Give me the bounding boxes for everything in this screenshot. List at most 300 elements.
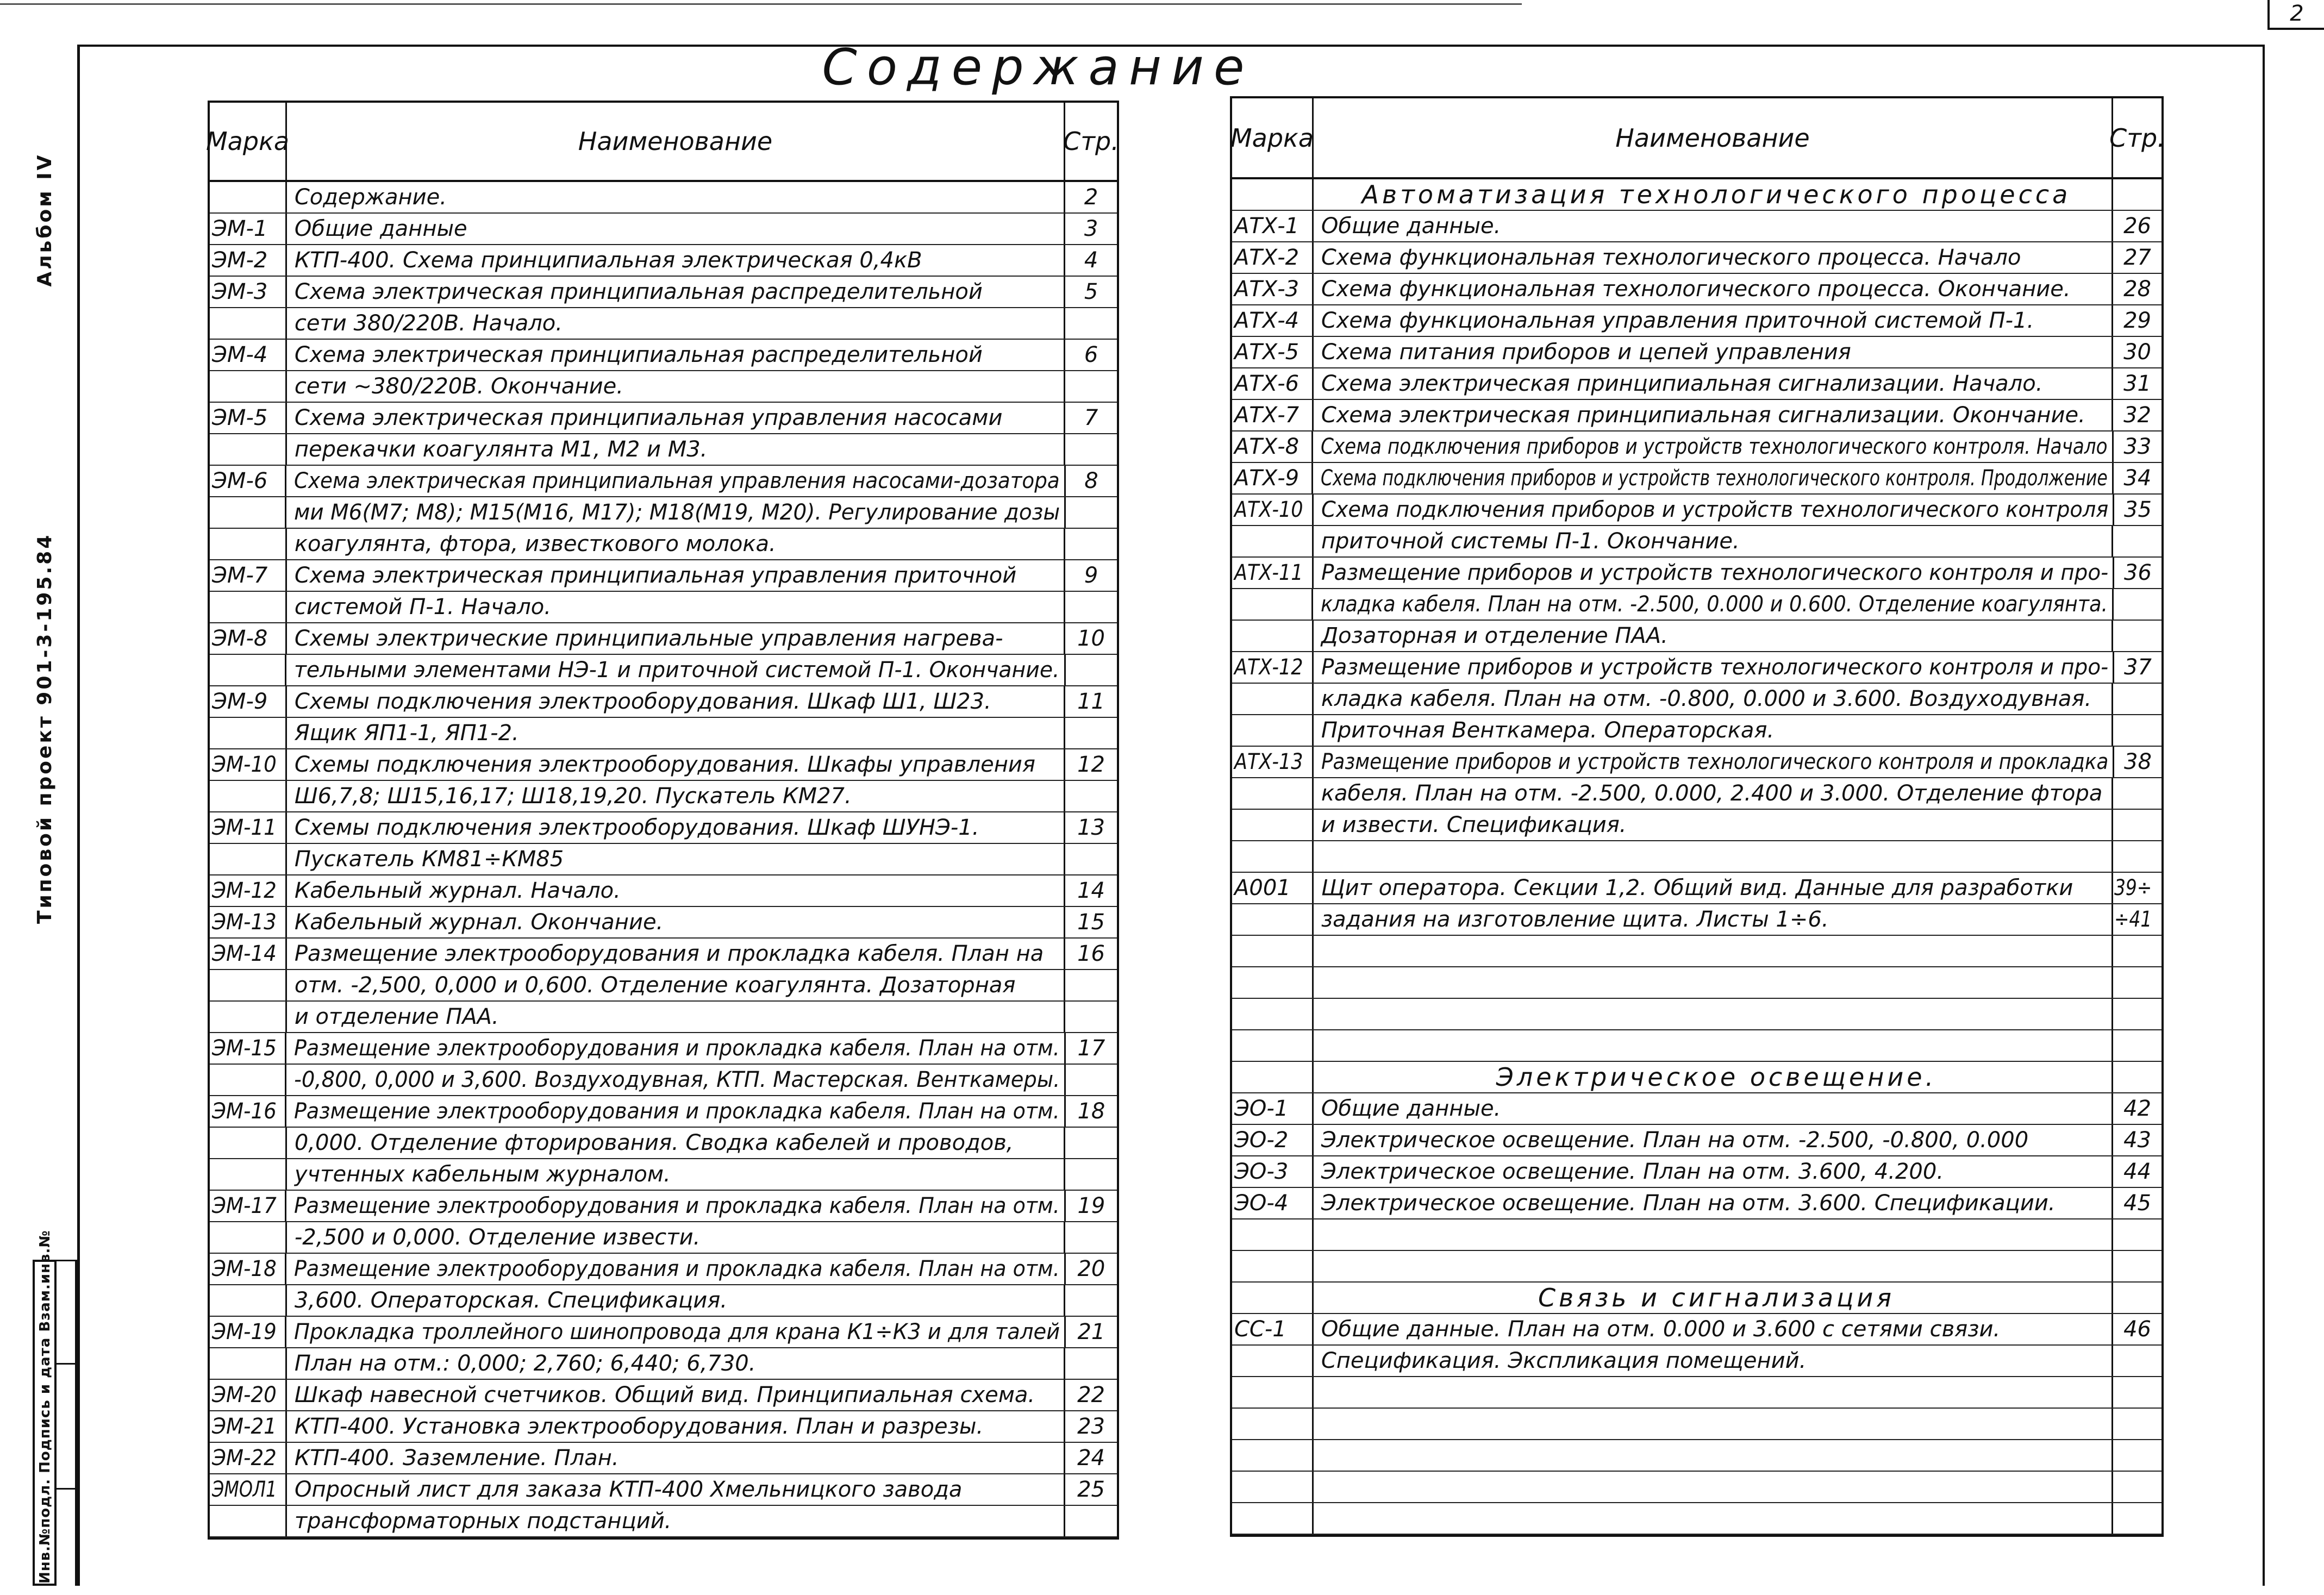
page-cell — [1066, 497, 1117, 528]
name-cell — [287, 1380, 1065, 1410]
page-cell — [2113, 1125, 2161, 1155]
mark-cell — [210, 1002, 287, 1032]
name-cell — [1314, 684, 2113, 714]
margin-project-label — [34, 153, 56, 924]
name-cell-text: Кабельный журнал. Начало. — [294, 878, 621, 903]
name-cell-text: Автоматизация технологического процесса — [1361, 180, 2071, 209]
name-cell — [1314, 1472, 2113, 1502]
page-cell-text: 6 — [1084, 342, 1098, 367]
name-cell-text: Размещение приборов и устройств технологического контроля и прокладка — [1321, 749, 2109, 774]
mark-cell-text: ЭО-1 — [1234, 1096, 1289, 1121]
page-cell-text: 7 — [1084, 405, 1098, 430]
name-cell — [1313, 589, 2114, 620]
mark-cell — [210, 182, 287, 212]
page-cell — [1065, 308, 1117, 339]
mark-cell — [210, 875, 287, 906]
mark-cell — [1232, 1377, 1314, 1408]
name-cell — [1314, 810, 2113, 840]
table-row — [210, 1506, 1117, 1537]
table-row — [210, 1380, 1117, 1411]
page-cell-text: 29 — [2123, 308, 2151, 333]
mark-cell — [1232, 936, 1314, 966]
name-cell-text: Схемы подключения электрооборудования. Шкаф Ш1, Ш23. — [294, 689, 991, 714]
table-row — [210, 1222, 1117, 1254]
page-cell-text: 30 — [2123, 340, 2151, 365]
page-cell-text: 27 — [2123, 245, 2151, 270]
page-cell — [2113, 1283, 2161, 1313]
mark-cell — [1232, 1283, 1314, 1313]
page-cell-text: 10 — [1077, 626, 1105, 651]
mark-cell — [210, 1033, 286, 1064]
page-cell-text: 35 — [2124, 497, 2152, 522]
page-cell — [2113, 873, 2161, 903]
page-cell — [1065, 403, 1117, 433]
name-cell-text: Схема электрическая принципиальная управления насосами — [294, 405, 1003, 430]
name-cell — [287, 308, 1065, 339]
page-cell — [2114, 558, 2161, 588]
name-cell — [1314, 368, 2113, 399]
page-cell — [2113, 1377, 2161, 1408]
mark-cell-text: АТХ-7 — [1234, 403, 1300, 428]
mark-cell — [210, 749, 287, 780]
name-cell-text: Размещение электрооборудования и прокладка кабеля. План на отм. — [293, 1036, 1060, 1061]
mark-cell — [1232, 747, 1314, 777]
page-cell — [1065, 214, 1117, 244]
page-cell — [1065, 875, 1117, 906]
mark-cell-text: ЭМ-15 — [212, 1036, 277, 1061]
name-cell-text: Общие данные — [294, 216, 467, 241]
page-cell — [2113, 400, 2161, 430]
name-cell-text: Электрическое освещение. — [1496, 1062, 1937, 1092]
mark-cell-text: АТХ-3 — [1234, 277, 1300, 302]
name-cell — [1314, 242, 2113, 273]
page-cell-text: 28 — [2123, 277, 2151, 302]
mark-cell — [210, 1380, 287, 1410]
name-cell — [287, 812, 1065, 843]
name-cell — [1314, 652, 2114, 683]
name-cell-text: План на отм.: 0,000; 2,760; 6,440; 6,730. — [294, 1351, 756, 1376]
name-cell — [286, 497, 1066, 528]
table-row — [1232, 589, 2161, 621]
mark-cell-text: АТХ-8 — [1234, 434, 1300, 459]
name-cell-text: Схема электрическая принципиальная распределительной — [294, 342, 983, 367]
table-row — [210, 749, 1117, 781]
name-cell-text: сети 380/220В. Начало. — [294, 311, 563, 336]
name-cell-text: учтенных кабельным журналом. — [294, 1162, 671, 1187]
table-header — [205, 103, 1119, 182]
stamp-fields — [57, 1260, 77, 1586]
mark-cell-text: А001 — [1234, 875, 1291, 900]
mark-cell-text: АТХ-12 — [1234, 655, 1303, 680]
page-cell-text: 45 — [2123, 1191, 2151, 1216]
table-row — [1232, 904, 2161, 936]
table-row — [1232, 1472, 2161, 1503]
mark-cell — [1232, 558, 1314, 588]
mark-cell-text: ЭМ-11 — [212, 815, 277, 840]
page-cell — [1065, 718, 1117, 748]
name-cell-text: приточной системы П-1. Окончание. — [1321, 529, 1740, 554]
mark-cell — [210, 1191, 286, 1221]
mark-cell — [210, 907, 287, 937]
mark-cell — [1232, 1346, 1314, 1376]
page-cell — [1066, 1254, 1117, 1284]
table-row — [1232, 778, 2161, 810]
page-cell-text: 19 — [1077, 1193, 1105, 1218]
page-cell — [2113, 841, 2161, 872]
table-row — [210, 1285, 1117, 1317]
name-cell — [287, 1159, 1065, 1190]
page-cell — [2113, 179, 2161, 210]
name-cell-text: Пускатель КМ81÷КМ85 — [294, 847, 564, 872]
name-cell-text: сети ~380/220В. Окончание. — [294, 374, 623, 399]
name-cell-text: коагулянта, фтора, известкового молока. — [294, 531, 776, 556]
name-cell — [286, 466, 1066, 496]
name-cell — [287, 560, 1065, 591]
table-row — [210, 718, 1117, 749]
mark-cell — [210, 1506, 287, 1536]
name-cell-text: Схема электрическая принципиальная управления насосами-дозатора — [293, 468, 1060, 493]
mark-cell — [1232, 179, 1314, 210]
mark-cell-text: ЭМ-4 — [212, 342, 268, 367]
table-row — [210, 655, 1117, 686]
table-row — [1232, 242, 2161, 274]
table-row — [1232, 1314, 2161, 1346]
mark-cell — [210, 1348, 287, 1379]
table-row — [1232, 431, 2161, 463]
name-cell — [287, 1222, 1065, 1253]
name-cell-text: Общие данные. План на отм. 0.000 и 3.600 с сетями связи. — [1321, 1317, 2001, 1342]
name-cell — [1314, 1219, 2113, 1250]
table-row — [210, 1191, 1117, 1222]
table-row — [210, 1128, 1117, 1159]
name-cell — [287, 1002, 1065, 1032]
table-row — [1232, 1503, 2161, 1535]
table-row — [1232, 1440, 2161, 1472]
mark-cell — [210, 214, 287, 244]
table-row — [210, 1002, 1117, 1033]
name-cell-text: Приточная Венткамера. Операторская. — [1321, 718, 1775, 743]
section-heading-row — [1232, 179, 2161, 211]
name-cell-text: Схема электрическая принципиальная распределительной — [294, 279, 983, 304]
name-cell-text: ми М6(М7; М8); М15(М16, М17); М18(М19, М20). Регулирование дозы — [293, 500, 1060, 525]
mark-cell — [210, 592, 287, 622]
mark-cell — [1232, 621, 1314, 651]
name-cell — [287, 340, 1065, 370]
name-cell-text: системой П-1. Начало. — [294, 595, 551, 620]
mark-cell — [210, 529, 287, 559]
table-row — [1232, 1409, 2161, 1440]
mark-cell-text: ЭМ-8 — [212, 626, 268, 651]
page-cell-text: 4 — [1084, 248, 1098, 273]
mark-cell — [210, 371, 287, 402]
table-row — [210, 1254, 1117, 1285]
mark-cell — [210, 308, 287, 339]
name-cell-text: Схема питания приборов и цепей управления — [1321, 340, 1851, 365]
table-row — [210, 245, 1117, 277]
table-row — [210, 182, 1117, 214]
name-cell — [1314, 936, 2113, 966]
table-row — [1232, 999, 2161, 1030]
page-cell — [1065, 1128, 1117, 1158]
name-cell — [1314, 621, 2113, 651]
mark-cell — [1232, 431, 1313, 462]
mark-cell — [1232, 873, 1314, 903]
table-row — [210, 1033, 1117, 1065]
mark-cell — [1232, 400, 1314, 430]
name-cell — [1314, 1156, 2113, 1187]
page-cell-text: 22 — [1077, 1383, 1105, 1408]
page-cell — [1065, 781, 1117, 811]
page-cell — [1066, 466, 1117, 496]
mark-cell — [1232, 274, 1314, 304]
name-cell-text: перекачки коагулянта М1, М2 и М3. — [294, 437, 708, 462]
page-cell — [2113, 904, 2161, 935]
name-cell — [1314, 1409, 2113, 1439]
name-cell-text: -0,800, 0,000 и 3,600. Воздуходувная, КТП. Мастерская. Венткамеры. — [293, 1067, 1060, 1092]
mark-cell — [1232, 1219, 1314, 1250]
page-cell — [1065, 277, 1117, 307]
name-cell — [287, 623, 1065, 654]
page-cell — [2113, 1409, 2161, 1439]
page-cell — [2113, 1314, 2161, 1344]
page-cell — [1065, 1348, 1117, 1379]
page-cell — [2113, 1503, 2161, 1534]
name-cell — [1314, 526, 2113, 556]
page-cell — [2113, 337, 2161, 367]
name-cell — [1314, 1346, 2113, 1376]
name-cell-text: Схема функциональная управления приточной системой П-1. — [1321, 308, 2034, 333]
name-cell-text: -2,500 и 0,000. Отделение извести. — [294, 1225, 701, 1250]
stamp-label: Инв.№подл. Подпись и дата Взам.инв.№ — [37, 1230, 53, 1584]
mark-cell — [210, 718, 287, 748]
page-cell — [1066, 1065, 1117, 1095]
table-row — [1232, 810, 2161, 841]
name-cell — [286, 1317, 1066, 1347]
name-cell — [287, 970, 1065, 1000]
mark-cell-text: СС-1 — [1234, 1317, 1286, 1342]
page-cell — [1065, 1443, 1117, 1473]
mark-cell — [210, 1222, 287, 1253]
mark-cell — [1232, 211, 1314, 241]
name-cell — [1314, 715, 2113, 746]
name-cell-text: КТП-400. Заземление. План. — [294, 1446, 619, 1471]
name-cell-text: Схема подключения приборов и устройств технологического контроля. Продолжение — [1320, 466, 2108, 491]
name-cell — [1314, 1440, 2113, 1471]
name-cell-text: Размещение приборов и устройств технологического контроля и про- — [1321, 655, 2109, 680]
page-cell — [2114, 463, 2161, 493]
mark-cell — [1232, 715, 1314, 746]
page-cell — [2113, 1251, 2161, 1281]
name-cell-text: Связь и сигнализация — [1538, 1283, 1895, 1312]
page-cell — [2113, 1093, 2161, 1124]
page-cell — [1065, 1506, 1117, 1536]
page-cell-text: 33 — [2123, 434, 2152, 459]
name-cell — [1314, 873, 2113, 903]
page-cell — [1065, 1159, 1117, 1190]
name-cell — [287, 781, 1065, 811]
page-cell — [1065, 1380, 1117, 1410]
approval-stamp — [33, 1230, 57, 1586]
header-mark: Марка — [1232, 98, 1314, 177]
mark-cell-text: ЭМОЛ1 — [212, 1477, 277, 1502]
table-row — [210, 277, 1117, 308]
mark-cell-text: АТХ-11 — [1234, 560, 1303, 585]
page-cell — [1065, 529, 1117, 559]
name-cell — [287, 939, 1065, 969]
name-cell — [1314, 1251, 2113, 1281]
name-cell-text: Схема функциональная технологического процесса. Начало — [1321, 245, 2021, 270]
mark-cell — [1232, 652, 1314, 683]
table-row — [210, 592, 1117, 623]
mark-cell — [1232, 526, 1314, 556]
mark-cell — [210, 1411, 287, 1442]
mark-cell — [210, 1317, 286, 1347]
table-row — [1232, 967, 2161, 999]
page-cell-text: 34 — [2123, 466, 2152, 491]
table-row — [1232, 715, 2161, 747]
mark-cell-text: ЭМ-7 — [212, 563, 268, 588]
contents-table-right — [1230, 96, 2164, 1537]
mark-cell-text: ЭМ-13 — [212, 910, 277, 935]
page-cell — [2113, 1156, 2161, 1187]
mark-cell-text: ЭМ-6 — [212, 468, 268, 493]
mark-cell-text: ЭМ-19 — [212, 1319, 277, 1344]
header-mark: Марка — [210, 103, 287, 180]
table-row — [210, 434, 1117, 466]
name-cell-text: Схемы подключения электрооборудования. Шкаф ШУНЭ-1. — [294, 815, 979, 840]
project-code: Типовой проект 901-3-195.84 — [34, 533, 56, 924]
name-cell-text: Ящик ЯП1-1, ЯП1-2. — [294, 721, 519, 746]
album-number: Альбом IV — [34, 153, 56, 287]
mark-cell-text: ЭО-3 — [1234, 1159, 1289, 1184]
mark-cell-text: ЭМ-14 — [212, 941, 277, 966]
page-cell-text: 37 — [2124, 655, 2152, 680]
mark-cell-text: ЭМ-1 — [212, 216, 268, 241]
name-cell-text: кладка кабеля. План на отм. -2.500, 0.000 и 0.600. Отделение коагулянта. — [1320, 592, 2108, 617]
page-cell — [1065, 1222, 1117, 1253]
table-row — [210, 1096, 1117, 1128]
mark-cell-text: ЭМ-18 — [212, 1256, 277, 1281]
page-cell-text: 38 — [2124, 749, 2152, 774]
table-row — [1232, 1156, 2161, 1188]
header-name: Наименование — [1314, 98, 2113, 177]
name-cell — [1314, 1030, 2113, 1061]
page-cell — [2113, 1219, 2161, 1250]
page-cell-text: ÷41 — [2114, 907, 2152, 932]
name-cell — [287, 245, 1065, 276]
page-cell-text: 8 — [1084, 468, 1098, 493]
mark-cell-text: АТХ-5 — [1234, 340, 1300, 365]
name-cell-text: Спецификация. Экспликация помещений. — [1321, 1348, 1807, 1373]
table-row — [210, 812, 1117, 844]
mark-cell — [210, 686, 287, 717]
name-cell-text: 0,000. Отделение фторирования. Сводка кабелей и проводов, — [294, 1130, 1014, 1155]
mark-cell — [1232, 1409, 1314, 1439]
name-cell-text: кладка кабеля. План на отм. -0.800, 0.000 и 3.600. Воздуходувная. — [1321, 686, 2092, 711]
name-cell-text: Электрическое освещение. План на отм. -2.500, -0.800, 0.000 — [1321, 1128, 2029, 1153]
table-row — [210, 340, 1117, 371]
page-cell-text: 3 — [1084, 216, 1098, 241]
mark-cell — [210, 623, 287, 654]
page-cell — [1065, 592, 1117, 622]
name-cell — [1314, 305, 2113, 336]
name-cell — [1314, 1283, 2113, 1313]
name-cell-text: КТП-400. Установка электрооборудования. План и разрезы. — [294, 1414, 984, 1439]
header-page: Стр. — [2109, 123, 2165, 153]
name-cell — [287, 403, 1065, 433]
page-cell-text: 26 — [2123, 214, 2151, 239]
mark-cell — [1232, 1125, 1314, 1155]
mark-cell-text: ЭМ-20 — [212, 1383, 277, 1408]
name-cell — [1314, 841, 2113, 872]
name-cell-text: Содержание. — [294, 185, 447, 210]
name-cell-text: и извести. Спецификация. — [1321, 812, 1627, 837]
name-cell — [286, 1065, 1066, 1095]
page-cell — [2113, 1440, 2161, 1471]
name-cell-text: отм. -2,500, 0,000 и 0,600. Отделение коагулянта. Дозаторная — [294, 973, 1016, 998]
name-cell-text: Размещение приборов и устройств технологического контроля и про- — [1321, 560, 2109, 585]
page-cell — [2113, 1188, 2161, 1218]
page-cell — [2114, 652, 2161, 683]
name-cell-text: задания на изготовление щита. Листы 1÷6. — [1321, 907, 1829, 932]
name-cell — [287, 844, 1065, 874]
page-cell — [1065, 749, 1117, 780]
table-row — [210, 1065, 1117, 1096]
page-cell-text: 5 — [1084, 279, 1098, 304]
name-cell — [1314, 999, 2113, 1029]
name-cell — [287, 214, 1065, 244]
mark-cell — [1232, 684, 1314, 714]
table-row — [1232, 652, 2161, 684]
table-row — [1232, 1188, 2161, 1219]
table-row — [210, 1474, 1117, 1506]
page-cell-text: 44 — [2123, 1159, 2151, 1184]
mark-cell — [210, 1285, 287, 1316]
table-row — [1232, 495, 2161, 526]
page-cell — [1065, 623, 1117, 654]
mark-cell-text: ЭМ-3 — [212, 279, 268, 304]
name-cell — [1313, 463, 2114, 493]
page-cell-text: 14 — [1077, 878, 1105, 903]
name-cell-text: Общие данные. — [1321, 214, 1501, 239]
table-row — [1232, 936, 2161, 967]
mark-cell — [1232, 1188, 1314, 1218]
mark-cell — [1232, 1314, 1314, 1344]
page-cell-text: 18 — [1077, 1099, 1105, 1124]
name-cell — [1314, 1062, 2113, 1092]
page-cell-text: 23 — [1077, 1414, 1105, 1439]
mark-cell — [1232, 967, 1314, 998]
name-cell — [287, 371, 1065, 402]
table-row — [210, 497, 1117, 529]
name-cell-text: Схема электрическая принципиальная сигнализации. Окончание. — [1321, 403, 2085, 428]
mark-cell — [210, 1096, 286, 1127]
mark-cell — [210, 844, 287, 874]
name-cell — [1314, 274, 2113, 304]
name-cell — [287, 749, 1065, 780]
table-row — [210, 529, 1117, 560]
mark-cell — [210, 340, 287, 370]
name-cell-text: Схема электрическая принципиальная управления приточной — [294, 563, 1017, 588]
table-row — [210, 371, 1117, 403]
page-cell-text: 9 — [1084, 563, 1098, 588]
name-cell-text: Схемы электрические принципиальные управления нагрева- — [294, 626, 1003, 651]
page-cell-text: 24 — [1077, 1446, 1105, 1471]
name-cell — [1314, 747, 2114, 777]
page-cell-text: 12 — [1077, 752, 1105, 777]
page-cell — [2113, 305, 2161, 336]
mark-cell — [1232, 242, 1314, 273]
